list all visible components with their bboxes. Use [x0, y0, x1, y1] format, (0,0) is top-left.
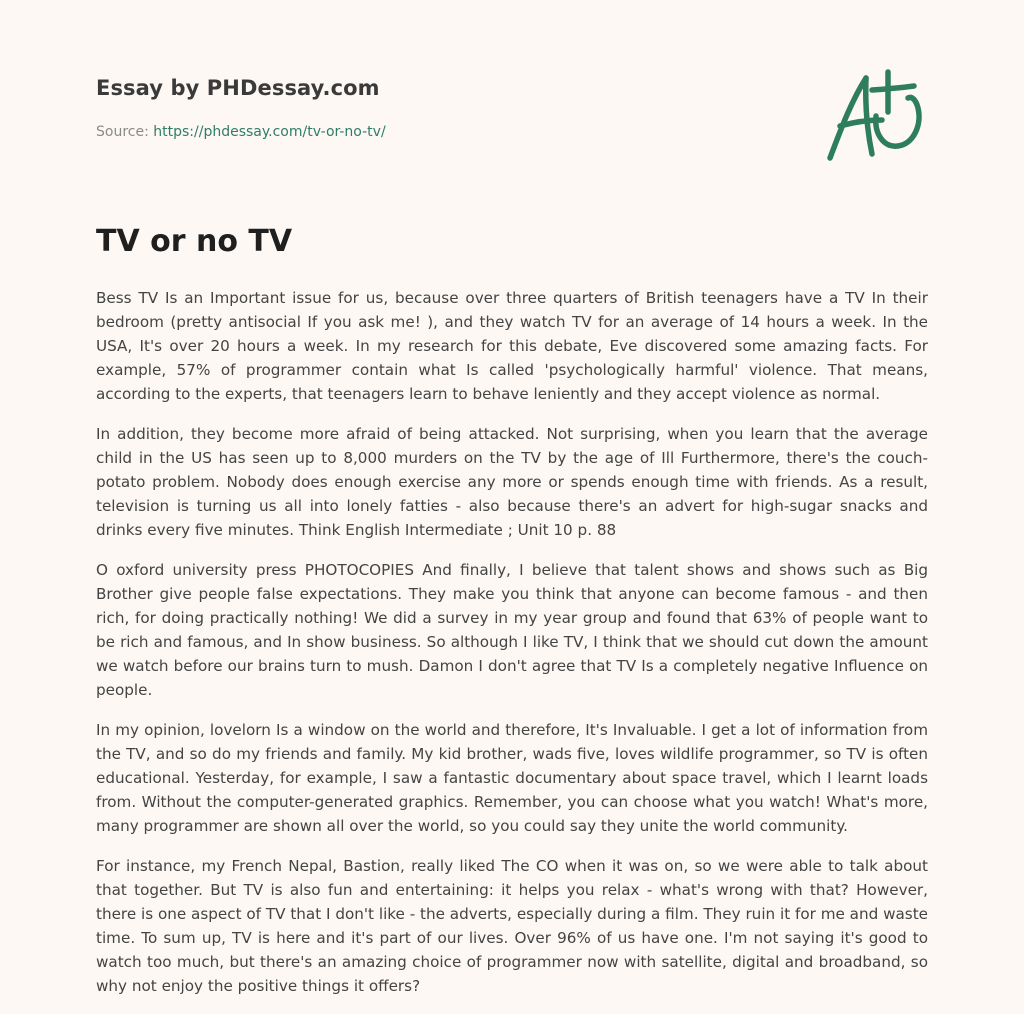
source-line: [96, 124, 386, 140]
essay-title: TV or no TV: [96, 224, 293, 259]
essay-body: [96, 286, 928, 1014]
essay-paragraph: In my opinion, lovelorn Is a window on the world and therefore, It's Invaluable. I get a lot of information from the TV, and so do my friends and family. My kid brother, wads five, loves wildlife programmer, so TV is often educational. Yesterday, for example, I saw a fantastic documentary about space travel, which I learnt loads from. Without the computer-generated graphics. Remember, you can choose what you watch! What's more, many programmer are shown all over the world, so you could say they unite the world community.: [96, 721, 928, 835]
source-link[interactable]: https://phdessay.com/tv-or-no-tv/: [153, 124, 386, 140]
essay-paragraph: In addition, they become more afraid of being attacked. Not surprising, when you learn that the average child in the US has seen up to 8,000 murders on the TV by the age of Ill Furthermore, there's the couch-potato problem. Nobody does enough exercise any more or spends enough time with friends. As a result, television is turning us all into lonely fatties - also because there's an advert for high-sugar snacks and drinks every five minutes. Think English Intermediate ; Unit 10 p. 88: [96, 425, 928, 539]
essay-paragraph: For instance, my French Nepal, Bastion, really liked The CO when it was on, so we were able to talk about that together. But TV is also fun and entertaining: it helps you relax - what's wrong with that? However, there is one aspect of TV that I don't like - the adverts, especially during a film. They ruin it for me and waste time. To sum up, TV is here and it's part of our lives. Over 96% of us have one. I'm not saying it's good to watch too much, but there's an amazing choice of programmer now with satellite, digital and broadband, so why not enjoy the positive things it offers?: [96, 857, 929, 995]
a-plus-logo-icon: [820, 64, 930, 168]
source-label: Source:: [96, 124, 154, 140]
site-title: Essay by PHDessay.com: [96, 76, 380, 100]
essay-paragraph: O oxford university press PHOTOCOPIES And finally, I believe that talent shows and shows such as Big Brother give people false expectations. They make you think that anyone can become famous - and then rich, for doing practically nothing! We did a survey in my year group and found that 63% of people want to be rich and famous, and In show business. So although I like TV, I think that we should cut down the amount we watch before our brains turn to mush. Damon I don't agree that TV Is a completely negative Influence on people.: [96, 561, 928, 699]
essay-paragraph: Bess TV Is an Important issue for us, because over three quarters of British teenagers have a TV In their bedroom (pretty antisocial If you ask me! ), and they watch TV for an average of 14 hours a week. In the USA, It's over 20 hours a week. In my research for this debate, Eve discovered some amazing facts. For example, 57% of programmer contain what Is called 'psychologically harmful' violence. That means, according to the experts, that teenagers learn to behave leniently and they accept violence as normal.: [96, 289, 928, 403]
